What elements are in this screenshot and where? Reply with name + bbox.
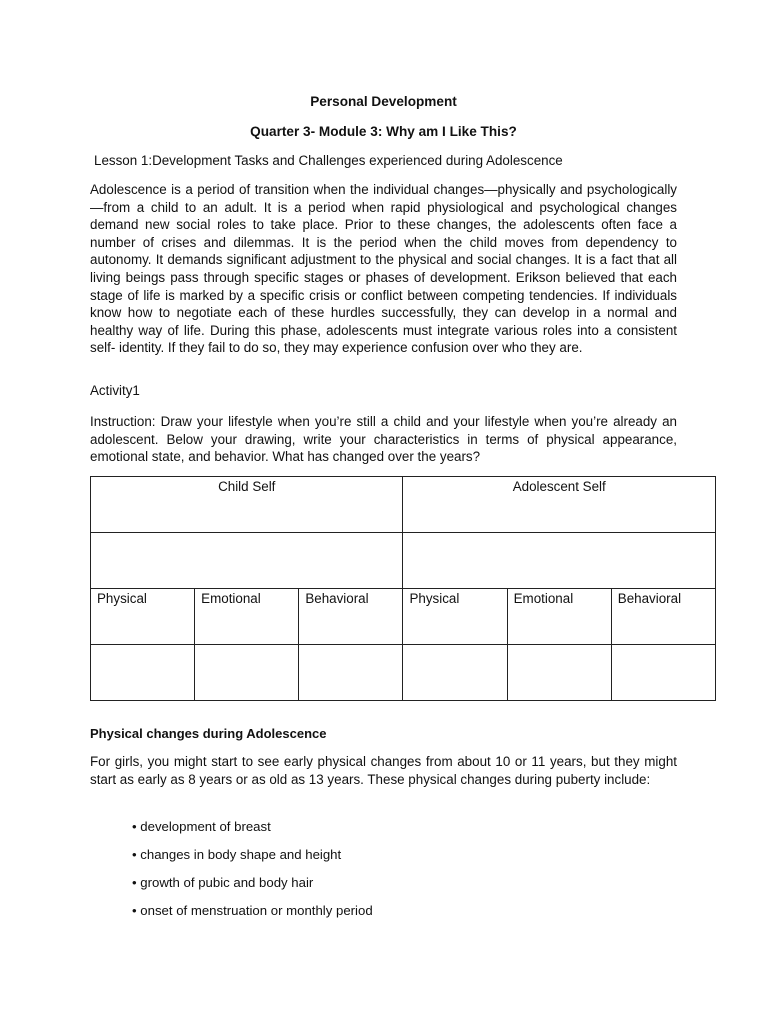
child-behavioral-header: Behavioral [299, 589, 403, 645]
table-subheader-row [91, 589, 716, 645]
instruction-paragraph: Instruction: Draw your lifestyle when you’re still a child and your lifestyle when you’re already an adolescent. Below your drawing, write your characteristics in terms of physical appearance, emotional state, and behavior. What has changed over the years? [90, 414, 677, 465]
answer-row [91, 645, 716, 701]
list-item: • growth of pubic and body hair [132, 875, 314, 890]
child-behavioral-answer-cell[interactable] [299, 645, 403, 701]
list-item: • changes in body shape and height [132, 847, 342, 862]
adolescent-drawing-cell[interactable] [403, 533, 716, 589]
adolescent-physical-header: Physical [403, 589, 507, 645]
adolescent-self-header: Adolescent Self [403, 477, 716, 533]
child-emotional-answer-cell[interactable] [195, 645, 299, 701]
lesson-heading: Lesson 1:Development Tasks and Challenges experienced during Adolescence [94, 153, 563, 168]
section-heading: Physical changes during Adolescence [90, 726, 327, 741]
intro-paragraph: Adolescence is a period of transition when the individual changes—physically and psychologically—from a child to an adult. It is a period when rapid physiological and psychological changes demand new social roles to take place. Prior to these changes, the adolescents often face a number of crises and dilemmas. It is the period when the child moves from dependency to autonomy. It demands significant adjustment to the physical and social changes. It is a fact that all living beings pass through specific stages or phases of development. Erikson believed that each stage of life is marked by a specific crisis or conflict between competing tendencies. If individuals know how to negotiate each of these hurdles successfully, they can develop in a normal and healthy way of life. During this phase, adolescents must integrate various roles into a consistent self- identity. If they fail to do so, they may experience confusion over who they are. [90, 182, 677, 356]
document-subtitle: Quarter 3- Module 3: Why am I Like This? [250, 124, 517, 139]
activity-table [90, 476, 716, 701]
activity-label: Activity1 [90, 383, 140, 398]
child-emotional-header: Emotional [195, 589, 299, 645]
child-drawing-cell[interactable] [91, 533, 403, 589]
child-self-header: Child Self [91, 477, 403, 533]
list-item: • development of breast [132, 819, 271, 834]
adolescent-emotional-header: Emotional [507, 589, 611, 645]
child-physical-header: Physical [91, 589, 195, 645]
adolescent-behavioral-answer-cell[interactable] [611, 645, 715, 701]
child-physical-answer-cell[interactable] [91, 645, 195, 701]
bullet-list [132, 818, 373, 930]
document-title: Personal Development [310, 94, 457, 109]
table-header-row [91, 477, 716, 533]
adolescent-emotional-answer-cell[interactable] [507, 645, 611, 701]
drawing-row [91, 533, 716, 589]
adolescent-physical-answer-cell[interactable] [403, 645, 507, 701]
list-item: • onset of menstruation or monthly period [132, 903, 373, 918]
adolescent-behavioral-header: Behavioral [611, 589, 715, 645]
girls-paragraph: For girls, you might start to see early physical changes from about 10 or 11 years, but they might start as early as 8 years or as old as 13 years. These physical changes during puberty include: [90, 754, 677, 787]
